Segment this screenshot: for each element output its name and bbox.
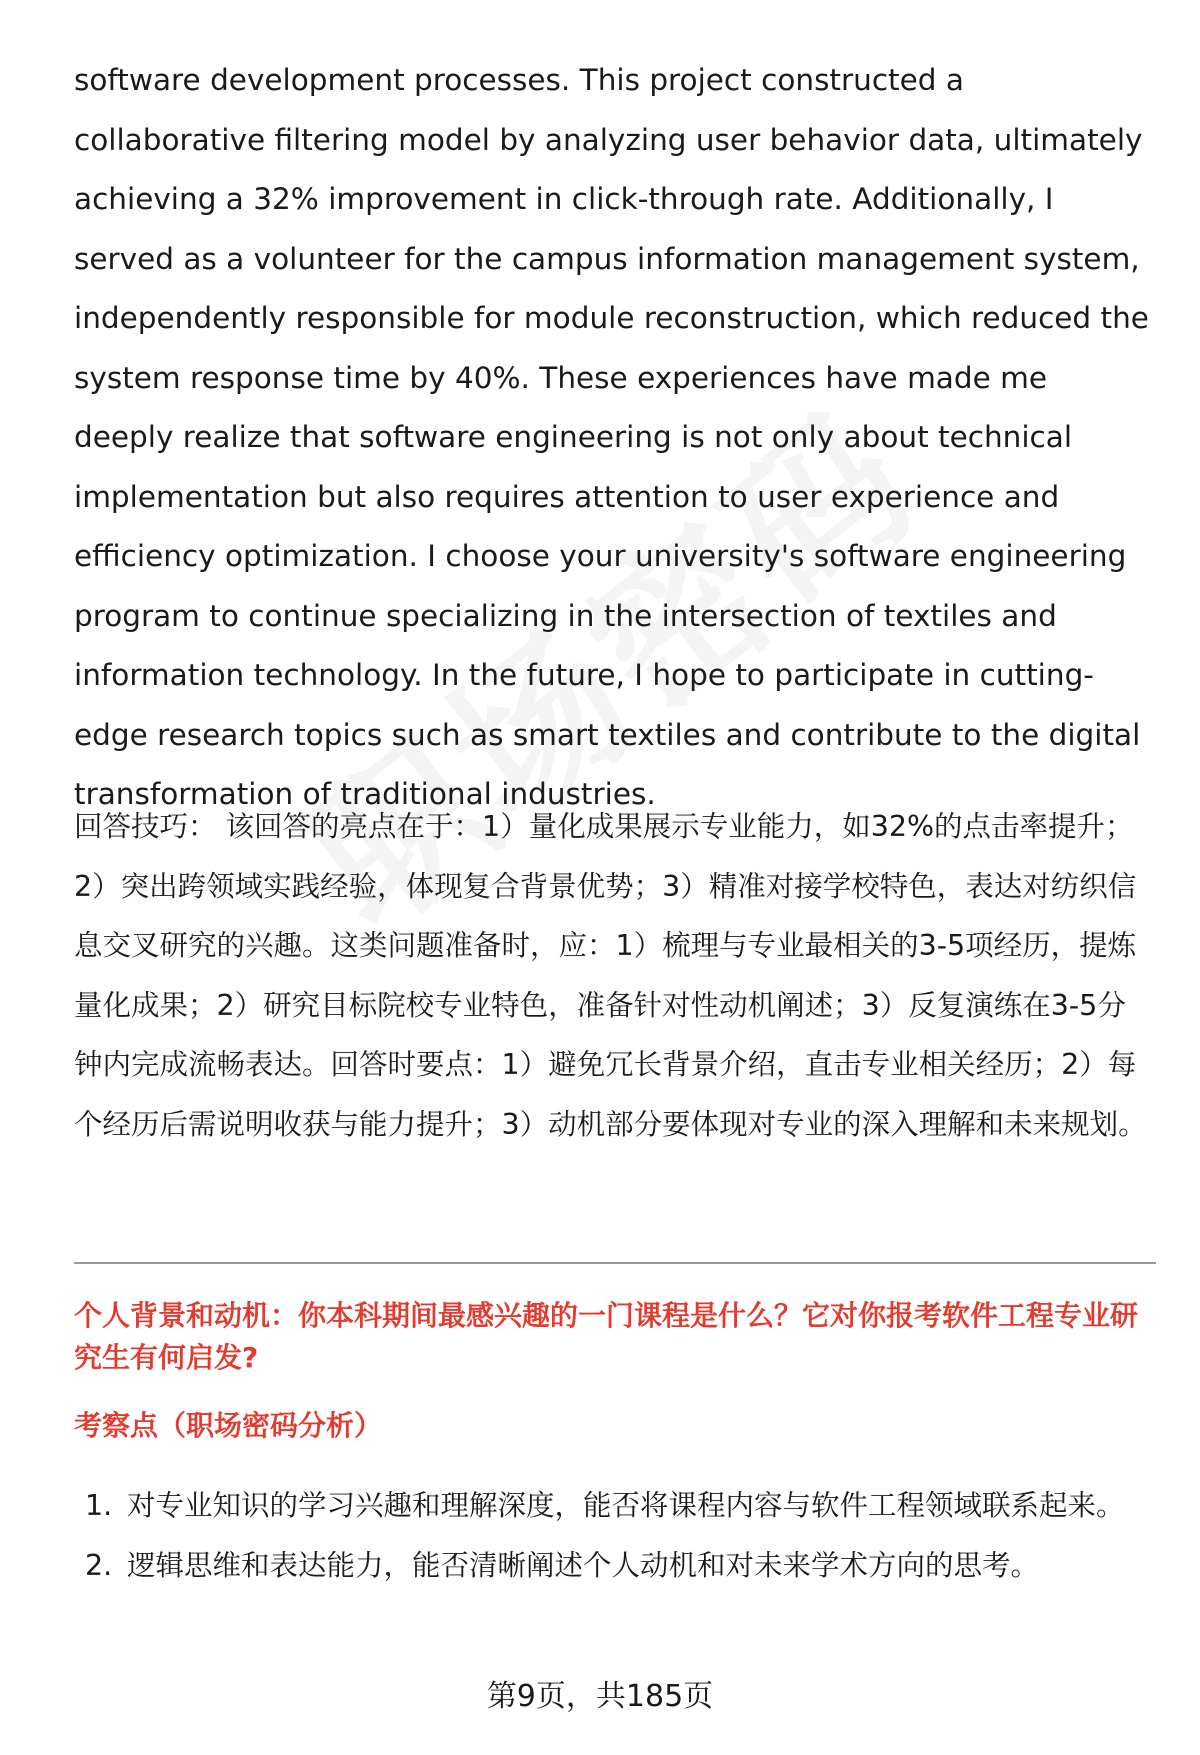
list-item-number: 1. [85, 1489, 113, 1522]
page-number: 第9页，共185页 [486, 1679, 714, 1714]
assessment-point-list [74, 1476, 1154, 1595]
answer-tips-paragraph: 回答技巧： 该回答的亮点在于：1）量化成果展示专业能力，如32%的点击率提升；2）突出跨领域实践经验，体现复合背景优势；3）精准对接学校特色，表达对纺织信息交叉研究的兴趣。这类问题准备时，应：1）梳理与专业最相关的3-5项经历，提炼量化成果；2）研究目标院校专业特色，准备针对性动机阐述；3）反复演练在3-5分钟内完成流畅表达。回答时要点：1）避免冗长背景介绍，直击专业相关经历；2）每个经历后需说明收获与能力提升；3）动机部分要体现对专业的深入理解和未来规划。 [74, 810, 1147, 1141]
assessment-heading: 考察点（职场密码分析） [74, 1409, 383, 1442]
answer-paragraph: software development processes. This project constructed a collaborative filtering model by analyzing user behavior data, ultimately achieving a 32% improvement in click-through rate. Additionally, I served as a volunteer for the campus information management system, independently responsible for module reconstruction, which reduced the system response time by 40%. These experiences have made me deeply realize that software engineering is not only about technical implementation but also requires attention to user experience and efficiency optimization. I choose your university's software engineering program to continue specializing in the intersection of textiles and information technology. In the future, I hope to participate in cutting-edge research topics such as smart textiles and contribute to the digital transformation of traditional industries. [74, 63, 1149, 811]
section-divider [74, 1262, 1156, 1264]
list-item [74, 1536, 1154, 1596]
list-item-text: 对专业知识的学习兴趣和理解深度，能否将课程内容与软件工程领域联系起来。 [127, 1489, 1125, 1522]
list-item [74, 1476, 1154, 1536]
question-heading: 个人背景和动机：你本科期间最感兴趣的一门课程是什么？它对你报考软件工程专业研究生有何启发? [74, 1299, 1139, 1374]
list-item-text: 逻辑思维和表达能力，能否清晰阐述个人动机和对未来学术方向的思考。 [127, 1548, 1040, 1582]
list-item-number: 2. [85, 1548, 113, 1582]
